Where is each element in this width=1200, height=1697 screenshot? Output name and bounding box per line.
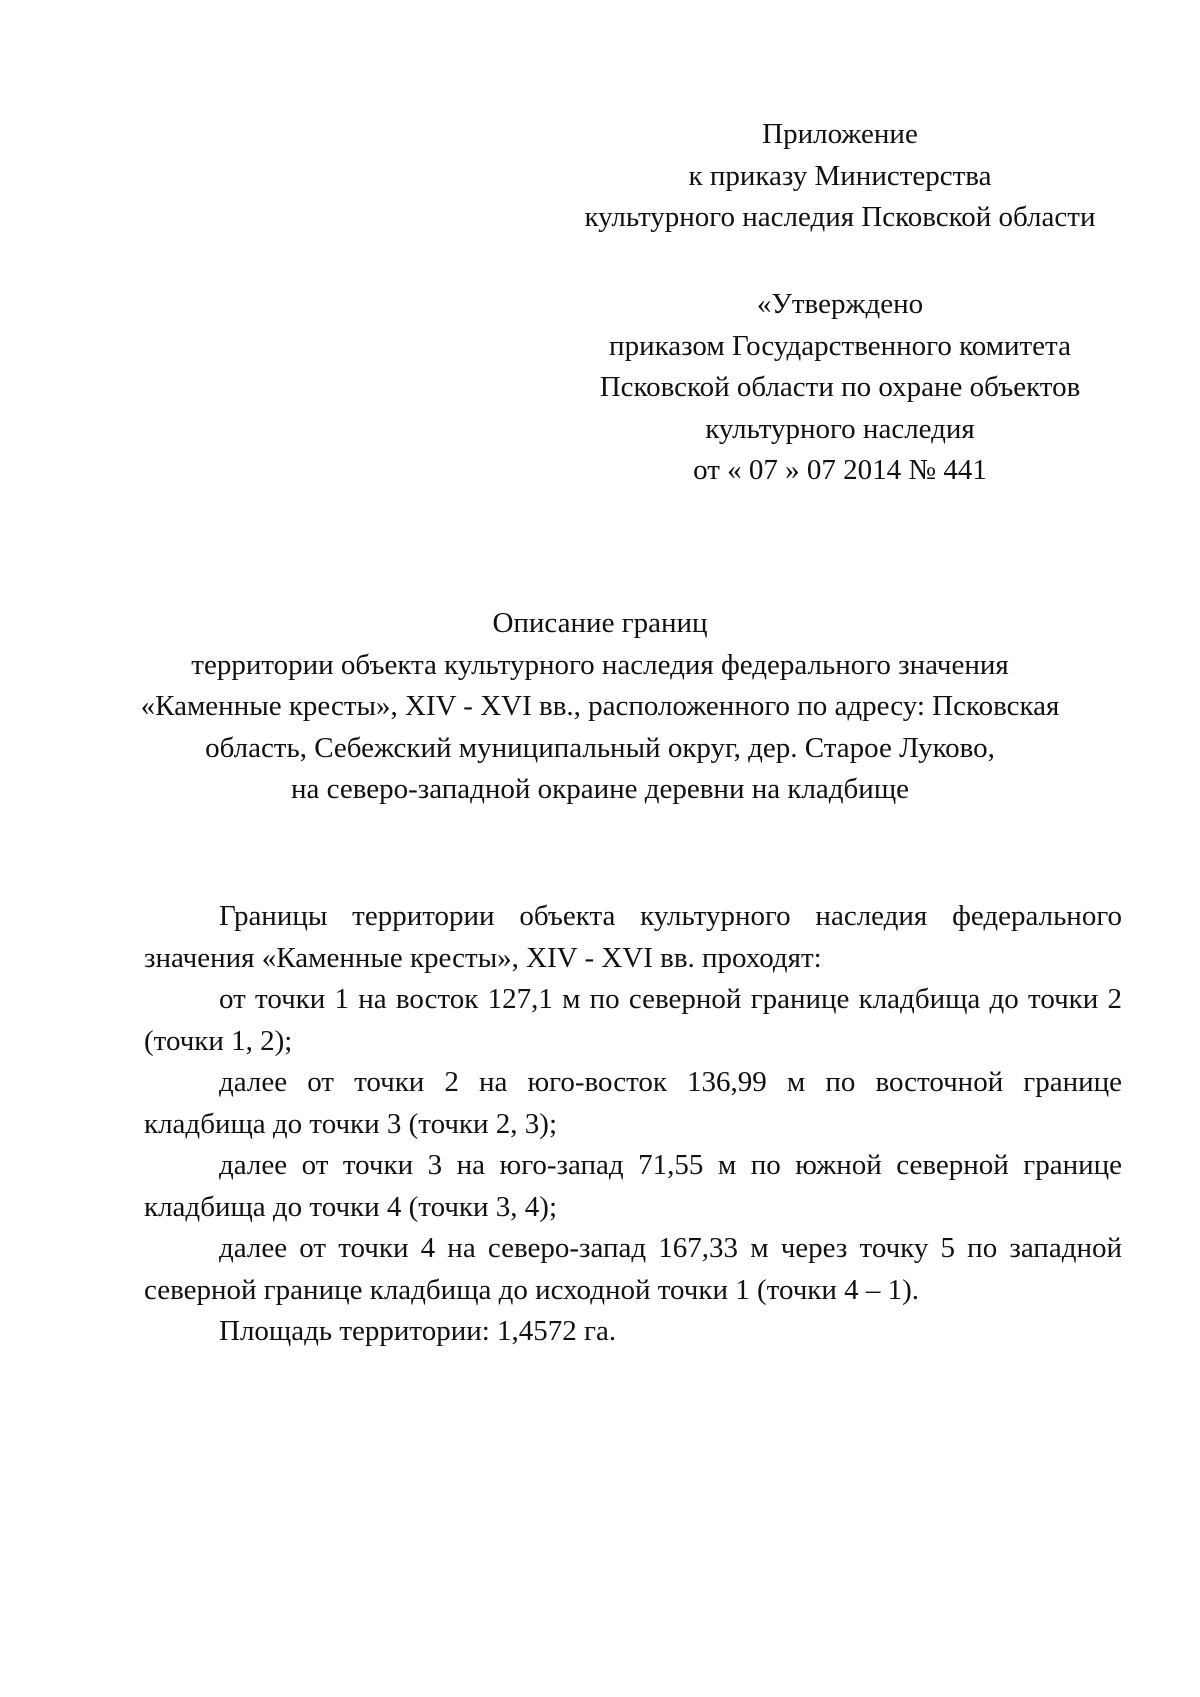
body-paragraph-segment-1-2: от точки 1 на восток 127,1 м по северной границе кладбища до точки 2 (точки 1, 2); <box>144 983 1122 1057</box>
body-paragraph-segment-4-1: далее от точки 4 на северо-запад 167,33 м через точку 5 по западной северной границе кладбища до исходной точки 1 (точки 4 – 1). <box>144 1232 1122 1306</box>
approval-line: «Утверждено <box>756 288 924 320</box>
title-line: на северо-западной окраине деревни на кладбище <box>290 773 910 805</box>
annex-line: культурного наследия Псковской области <box>584 201 1096 233</box>
title-line: «Каменные кресты», XIV - XVI вв., расположенного по адресу: Псковская <box>140 690 1060 722</box>
approval-line: Псковской области по охране объектов <box>599 371 1081 403</box>
boundary-description <box>144 896 1122 1353</box>
approval-line: культурного наследия <box>705 412 975 445</box>
annex-line: Приложение <box>762 118 918 150</box>
title-line: область, Себежский муниципальный округ, дер. Старое Луково, <box>205 731 995 764</box>
approval-line: от « 07 » 07 2014 № 441 <box>693 454 987 486</box>
body-paragraph-intro: Границы территории объекта культурного наследия федерального значения «Каменные кресты», XIV - XVI вв. проходят: <box>144 900 1122 974</box>
approval-stamp <box>560 284 1120 492</box>
body-paragraph-area: Площадь территории: 1,4572 га. <box>219 1315 617 1347</box>
approval-line: приказом Государственного комитета <box>609 329 1071 362</box>
annex-header <box>560 114 1120 239</box>
annex-line: к приказу Министерства <box>688 159 992 192</box>
document-title <box>140 603 1060 811</box>
title-line: территории объекта культурного наследия федерального значения <box>191 648 1009 681</box>
body-paragraph-segment-2-3: далее от точки 2 на юго-восток 136,99 м по восточной границе кладбища до точки 3 (точки 2, 3); <box>144 1066 1122 1140</box>
body-paragraph-segment-3-4: далее от точки 3 на юго-запад 71,55 м по южной северной границе кладбища до точки 4 (точки 3, 4); <box>144 1149 1122 1223</box>
title-line: Описание границ <box>492 607 708 639</box>
